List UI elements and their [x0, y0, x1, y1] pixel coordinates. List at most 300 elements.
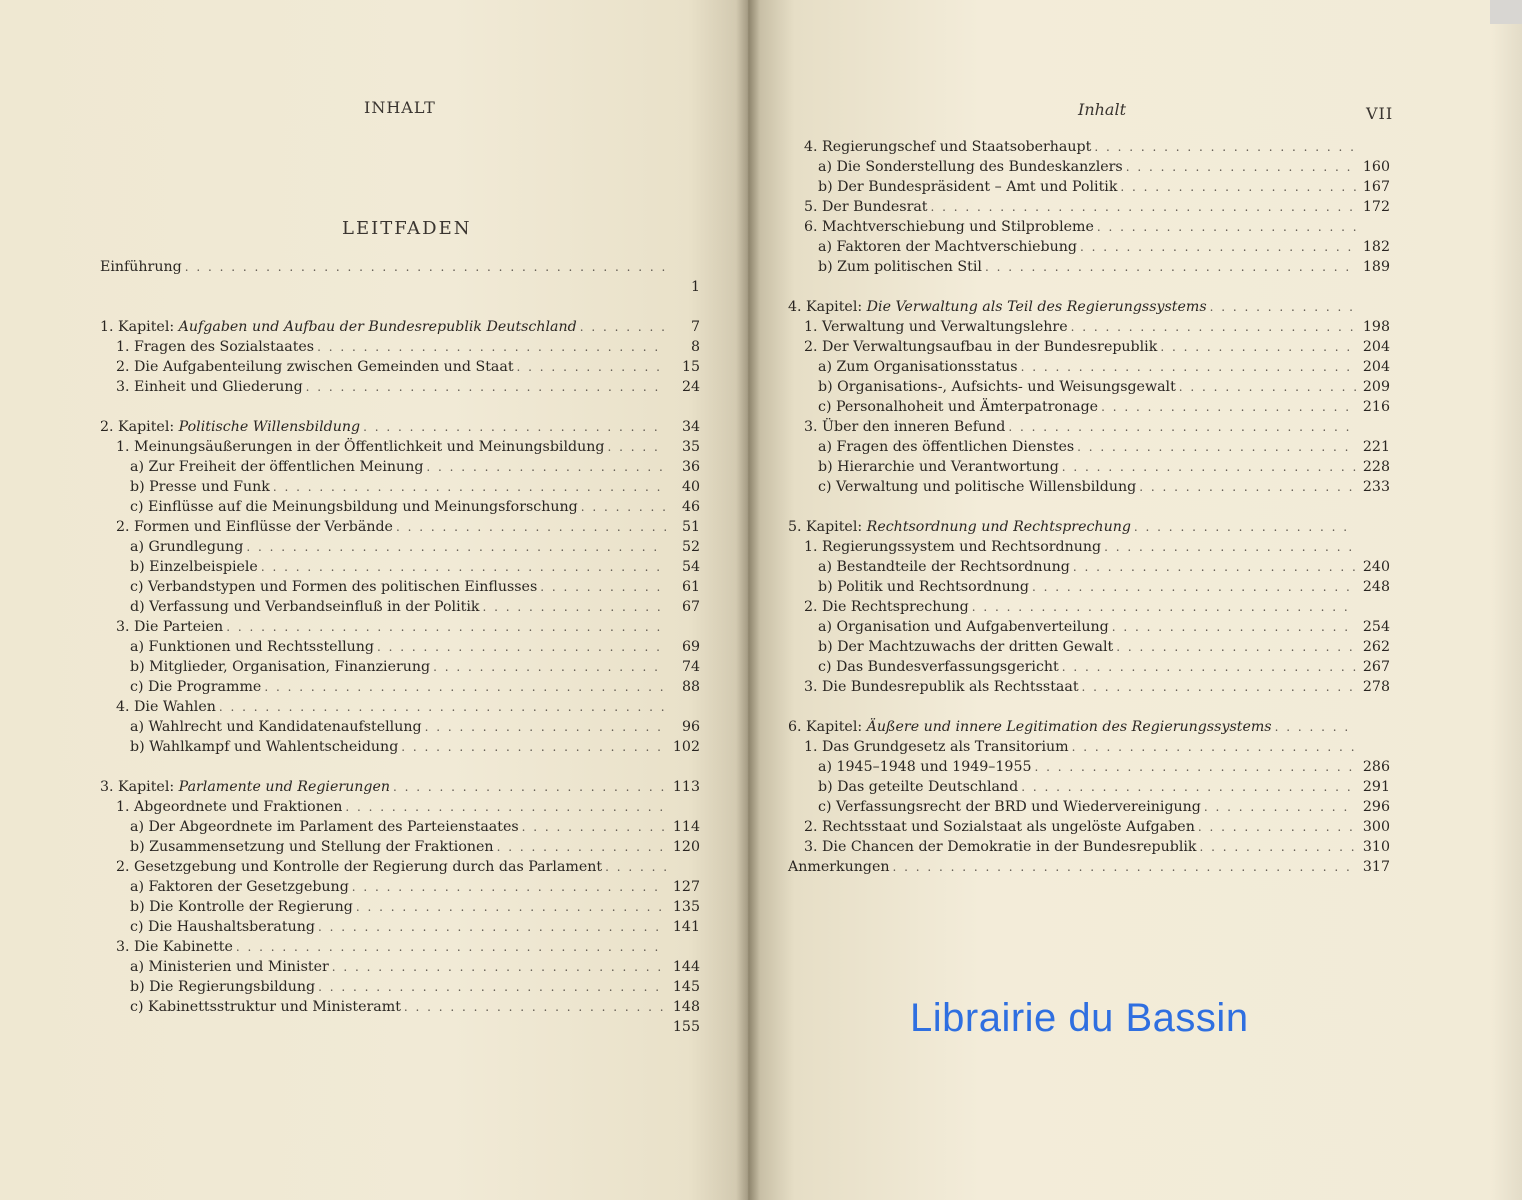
leader-dots: [1059, 457, 1356, 477]
leader-dots: [602, 857, 666, 877]
running-head-left: INHALT: [364, 98, 436, 117]
toc-entry-text: b) Organisations-, Aufsichts- und Weisungsgewalt: [818, 379, 1176, 395]
toc-entry: [100, 937, 700, 957]
toc-entry-label: [804, 537, 1101, 557]
toc-page-number: 69: [681, 639, 700, 655]
toc-entry-label: [788, 297, 1207, 317]
toc-page-number: 114: [672, 819, 700, 835]
toc-entry-text: b) Das geteilte Deutschland: [818, 779, 1019, 795]
toc-entry-text: b) Wahlkampf und Wahlentscheidung: [130, 739, 399, 755]
leader-dots: [1070, 557, 1356, 577]
toc-gap: [100, 297, 700, 317]
toc-entry-label: [116, 617, 223, 637]
toc-entry: [788, 557, 1390, 577]
toc-entry-label: [130, 577, 537, 597]
toc-entry: [100, 277, 700, 297]
leader-dots: [1201, 797, 1356, 817]
toc-entry-label: [818, 397, 1098, 417]
leader-dots: [578, 497, 666, 517]
toc-entry-label: [130, 737, 398, 757]
toc-entry-text: a) Der Abgeordnete im Parlament des Parteienstaates: [130, 819, 519, 835]
toc-entry-label: [116, 857, 602, 877]
toc-entry: [100, 977, 700, 997]
toc-entry: [100, 537, 700, 557]
toc-entry-label: [818, 477, 1136, 497]
leader-dots: [1113, 637, 1356, 657]
toc-page-number: 278: [1362, 679, 1390, 695]
toc-entry: [100, 897, 700, 917]
toc-entry-text: a) Wahlrecht und Kandidatenaufstellung: [130, 719, 422, 735]
leader-dots: [393, 517, 666, 537]
toc-page-number: 167: [1362, 179, 1390, 195]
leader-dots: [349, 877, 666, 897]
toc-entry-label: [130, 897, 353, 917]
toc-page-number: 296: [1362, 799, 1390, 815]
toc-entry-text: 1. Regierungssystem und Rechtsordnung: [804, 539, 1102, 555]
toc-entry-text: Parlamente und Regierungen: [178, 779, 391, 795]
toc-entry: [100, 517, 700, 537]
toc-entry-label: [804, 417, 1005, 437]
toc-entry-label: [100, 417, 360, 437]
leader-dots: [1094, 217, 1356, 237]
toc-entry-text: b) Zusammensetzung und Stellung der Fraktionen: [130, 839, 494, 855]
toc-entry-text: 2. Die Aufgabenteilung zwischen Gemeinden und Staat: [116, 359, 514, 375]
gutter-shadow: [736, 0, 760, 1200]
toc-entry-text: 2. Formen und Einflüsse der Verbände: [116, 519, 393, 535]
toc-entry-text: b) Zum politischen Stil: [818, 259, 982, 275]
toc-entry: [788, 817, 1390, 837]
toc-page-number: 113: [672, 779, 700, 795]
toc-entry-text: a) Faktoren der Gesetzgebung: [130, 879, 349, 895]
toc-entry: [100, 437, 700, 457]
toc-entry-label: [130, 917, 315, 937]
toc-entry-label: [130, 677, 261, 697]
toc-entry-text: b) Einzelbeispiele: [130, 559, 258, 575]
toc-entry: [100, 357, 700, 377]
toc-entry-label: [130, 657, 430, 677]
toc-entry: [100, 617, 700, 637]
toc-entry: [100, 797, 700, 817]
leader-dots: [928, 197, 1356, 217]
toc-entry-label: [130, 537, 243, 557]
toc-left: [100, 257, 700, 1037]
toc-entry-text: Aufgaben und Aufbau der Bundesrepublik Deutschland: [178, 319, 577, 335]
toc-entry-label: [100, 317, 577, 337]
leader-dots: [315, 977, 666, 997]
toc-entry-label: [100, 257, 182, 277]
toc-gap: [100, 757, 700, 777]
toc-entry-text: c) Verwaltung und politische Willensbildung: [818, 479, 1137, 495]
toc-entry-label: [818, 437, 1074, 457]
toc-entry-text: c) Das Bundesverfassungsgericht: [818, 659, 1059, 675]
toc-page-number: 52: [681, 539, 700, 555]
toc-entry: [100, 877, 700, 897]
toc-entry: [788, 537, 1390, 557]
toc-entry-label: [804, 837, 1197, 857]
toc-entry-label: [818, 777, 1018, 797]
toc-page-number: 135: [672, 899, 700, 915]
toc-entry: [788, 797, 1390, 817]
leader-dots: [261, 677, 666, 697]
toc-entry-label: [788, 857, 890, 877]
toc-entry-text: 3. Die Bundesrepublik als Rechtsstaat: [804, 679, 1079, 695]
leader-dots: [1207, 297, 1356, 317]
toc-entry-label: [804, 317, 1068, 337]
toc-page-number: 221: [1362, 439, 1390, 455]
toc-entry-label: [116, 377, 303, 397]
toc-entry: [788, 617, 1390, 637]
toc-entry-text: b) Hierarchie und Verantwortung: [818, 459, 1059, 475]
toc-entry-label: [116, 357, 514, 377]
toc-entry-label: [818, 157, 1123, 177]
toc-entry: [788, 137, 1390, 157]
toc-page-number: 24: [681, 379, 700, 395]
leader-dots: [577, 317, 666, 337]
toc-entry-label: [818, 257, 982, 277]
toc-entry: [100, 717, 700, 737]
toc-entry-text: c) Die Haushaltsberatung: [130, 919, 315, 935]
toc-entry-label: [130, 957, 329, 977]
toc-entry-text: Politische Willensbildung: [178, 419, 361, 435]
toc-entry-label: [818, 237, 1077, 257]
toc-entry-label: [818, 797, 1201, 817]
toc-page-number: 96: [681, 719, 700, 735]
toc-entry-text: Äußere und innere Legitimation des Regierungssystems: [866, 719, 1272, 735]
toc-entry-label: [804, 197, 928, 217]
chapter-prefix: 4. Kapitel:: [788, 299, 867, 315]
leader-dots: [233, 937, 666, 957]
toc-entry: [788, 197, 1390, 217]
toc-entry: [100, 677, 700, 697]
toc-entry: [788, 257, 1390, 277]
toc-entry-text: 6. Machtverschiebung und Stilprobleme: [804, 219, 1094, 235]
toc-page-number: 189: [1362, 259, 1390, 275]
watermark: Librairie du Bassin: [910, 996, 1249, 1040]
toc-chapter: [100, 777, 700, 797]
leader-dots: [1069, 737, 1356, 757]
toc-page-number: 8: [690, 339, 700, 355]
leader-dots: [1098, 397, 1356, 417]
toc-entry-text: a) 1945–1948 und 1949–1955: [818, 759, 1032, 775]
toc-entry: [100, 817, 700, 837]
toc-entry-text: 4. Die Wahlen: [116, 699, 216, 715]
toc-entry-label: [130, 637, 374, 657]
toc-entry-text: 1. Das Grundgesetz als Transitorium: [804, 739, 1069, 755]
toc-page-number: 291: [1362, 779, 1390, 795]
toc-entry-label: [116, 437, 604, 457]
toc-entry-text: c) Die Programme: [130, 679, 262, 695]
toc-entry-label: [788, 517, 1131, 537]
toc-entry-label: [788, 717, 1272, 737]
leader-dots: [423, 457, 666, 477]
leader-dots: [1059, 657, 1356, 677]
toc-entry-text: b) Die Kontrolle der Regierung: [130, 899, 353, 915]
toc-entry-text: b) Der Machtzuwachs der dritten Gewalt: [818, 639, 1114, 655]
toc-entry: [788, 737, 1390, 757]
toc-page-number: 88: [681, 679, 700, 695]
toc-entry-label: [130, 557, 258, 577]
toc-entry-text: Anmerkungen: [788, 859, 890, 875]
toc-entry-text: c) Einflüsse auf die Meinungsbildung und Meinungsforschung: [130, 499, 578, 515]
toc-entry-text: 1. Fragen des Sozialstaates: [116, 339, 315, 355]
leader-dots: [1005, 417, 1356, 437]
toc-entry-text: a) Grundlegung: [130, 539, 244, 555]
toc-page-number: 34: [681, 419, 700, 435]
toc-gap: [788, 277, 1390, 297]
toc-entry-text: 3. Die Kabinette: [116, 939, 233, 955]
toc-entry-label: [818, 637, 1113, 657]
leader-dots: [1101, 537, 1356, 557]
toc-entry-text: a) Funktionen und Rechtsstellung: [130, 639, 375, 655]
toc-entry-label: [804, 597, 969, 617]
toc-page-number: 209: [1362, 379, 1390, 395]
toc-entry: [788, 657, 1390, 677]
toc-entry-label: [804, 137, 1091, 157]
leader-dots: [1117, 177, 1356, 197]
toc-entry-text: a) Fragen des öffentlichen Dienstes: [818, 439, 1075, 455]
toc-entry-label: [130, 837, 494, 857]
toc-entry: [100, 697, 700, 717]
toc-chapter: [100, 317, 700, 337]
toc-entry-text: 3. Über den inneren Befund: [804, 419, 1006, 435]
toc-entry-text: 3. Einheit und Gliederung: [116, 379, 303, 395]
toc-entry: [100, 377, 700, 397]
leader-dots: [1079, 677, 1356, 697]
toc-entry-text: 2. Der Verwaltungsaufbau in der Bundesrepublik: [804, 339, 1158, 355]
toc-entry: [100, 917, 700, 937]
toc-entry-text: a) Ministerien und Minister: [130, 959, 329, 975]
toc-entry: [100, 657, 700, 677]
toc-entry: [100, 477, 700, 497]
toc-page-number: 67: [681, 599, 700, 615]
toc-entry-label: [116, 517, 393, 537]
toc-entry: [100, 997, 700, 1017]
leader-dots: [969, 597, 1356, 617]
toc-entry: [788, 677, 1390, 697]
toc-entry-text: c) Kabinettsstruktur und Ministeramt: [130, 999, 401, 1015]
toc-page-number: 15: [681, 359, 700, 375]
leader-dots: [1195, 817, 1356, 837]
toc-entry: [788, 637, 1390, 657]
toc-entry: [788, 397, 1390, 417]
toc-page-number: 54: [681, 559, 700, 575]
chapter-prefix: 3. Kapitel:: [100, 779, 179, 795]
toc-page-number: 1: [690, 279, 700, 295]
toc-entry-text: c) Personalhoheit und Ämterpatronage: [818, 399, 1099, 415]
toc-entry: [100, 497, 700, 517]
toc-entry: [788, 457, 1390, 477]
leader-dots: [422, 717, 666, 737]
toc-entry-text: d) Verfassung und Verbandseinfluß in der Politik: [130, 599, 480, 615]
toc-entry-text: a) Die Sonderstellung des Bundeskanzlers: [818, 159, 1123, 175]
leader-dots: [430, 657, 666, 677]
toc-entry: [788, 757, 1390, 777]
toc-entry: [788, 837, 1390, 857]
leader-dots: [1091, 137, 1356, 157]
toc-entry: [788, 857, 1390, 877]
leader-dots: [537, 577, 666, 597]
toc-entry: [100, 637, 700, 657]
toc-entry-text: 1. Abgeordnete und Fraktionen: [116, 799, 343, 815]
toc-entry: [100, 1017, 700, 1037]
toc-page-number: 204: [1362, 359, 1390, 375]
toc-entry-label: [130, 497, 578, 517]
toc-page-number: 233: [1362, 479, 1390, 495]
leader-dots: [1176, 377, 1356, 397]
toc-page-number: 148: [672, 999, 700, 1015]
leader-dots: [360, 417, 666, 437]
running-head-right: Inhalt: [1078, 100, 1127, 119]
leader-dots: [494, 837, 666, 857]
toc-entry: [100, 737, 700, 757]
toc-entry-label: [130, 477, 270, 497]
toc-entry-label: [116, 337, 314, 357]
page-number: VII: [1366, 104, 1394, 123]
leader-dots: [1077, 237, 1356, 257]
leader-dots: [374, 637, 666, 657]
toc-page-number: 262: [1362, 639, 1390, 655]
leader-dots: [223, 617, 666, 637]
toc-chapter: [788, 517, 1390, 537]
toc-entry-label: [116, 797, 342, 817]
toc-page-number: 145: [672, 979, 700, 995]
leader-dots: [1157, 337, 1356, 357]
toc-entry-label: [818, 757, 1032, 777]
leader-dots: [982, 257, 1356, 277]
toc-entry: [788, 597, 1390, 617]
toc-entry-text: c) Verfassungsrecht der BRD und Wiedervereinigung: [818, 799, 1201, 815]
leader-dots: [1018, 777, 1356, 797]
toc-page-number: 155: [672, 1019, 700, 1035]
leader-dots: [353, 897, 666, 917]
toc-page-number: 120: [672, 839, 700, 855]
toc-entry-text: 3. Die Parteien: [116, 619, 224, 635]
leader-dots: [519, 817, 666, 837]
toc-page-number: 172: [1362, 199, 1390, 215]
toc-entry: [788, 177, 1390, 197]
toc-entry-text: 2. Gesetzgebung und Kontrolle der Regierung durch das Parlament: [116, 859, 603, 875]
toc-entry-label: [130, 457, 423, 477]
toc-entry-text: a) Organisation und Aufgabenverteilung: [818, 619, 1109, 635]
toc-entry: [100, 457, 700, 477]
toc-entry: [788, 777, 1390, 797]
toc-entry: [788, 157, 1390, 177]
toc-page-number: 198: [1362, 319, 1390, 335]
toc-page-number: 267: [1362, 659, 1390, 675]
toc-entry-text: b) Die Regierungsbildung: [130, 979, 316, 995]
toc-entry-label: [818, 577, 1029, 597]
toc-entry-text: a) Faktoren der Machtverschiebung: [818, 239, 1077, 255]
leader-dots: [1131, 517, 1356, 537]
toc-entry-label: [130, 717, 422, 737]
toc-page-number: 286: [1362, 759, 1390, 775]
leader-dots: [270, 477, 666, 497]
chapter-prefix: 6. Kapitel:: [788, 719, 867, 735]
toc-entry: [100, 957, 700, 977]
leader-dots: [303, 377, 666, 397]
toc-entry: [788, 217, 1390, 237]
leader-dots: [398, 737, 666, 757]
leader-dots: [314, 337, 666, 357]
toc-entry: [788, 357, 1390, 377]
toc-entry: [100, 557, 700, 577]
leader-dots: [1123, 157, 1356, 177]
toc-entry-text: Rechtsordnung und Rechtsprechung: [866, 519, 1131, 535]
toc-entry: [100, 597, 700, 617]
leader-dots: [1032, 757, 1357, 777]
toc-page-number: 102: [672, 739, 700, 755]
toc-entry-label: [130, 977, 315, 997]
toc-page-number: 310: [1362, 839, 1390, 855]
leader-dots: [890, 857, 1356, 877]
leader-dots: [342, 797, 666, 817]
toc-entry-text: 3. Die Chancen der Demokratie in der Bundesrepublik: [804, 839, 1197, 855]
toc-entry-text: a) Zum Organisationsstatus: [818, 359, 1018, 375]
toc-entry: [100, 257, 700, 277]
toc-entry-label: [130, 877, 349, 897]
toc-page-number: 204: [1362, 339, 1390, 355]
toc-page-number: 216: [1362, 399, 1390, 415]
toc-gap: [788, 697, 1390, 717]
toc-entry: [100, 577, 700, 597]
toc-page-number: 40: [681, 479, 700, 495]
toc-page-number: 300: [1362, 819, 1390, 835]
toc-entry-label: [818, 617, 1109, 637]
toc-gap: [100, 397, 700, 417]
chapter-prefix: 2. Kapitel:: [100, 419, 179, 435]
toc-entry-label: [818, 657, 1059, 677]
toc-entry-label: [804, 677, 1079, 697]
toc-page-number: 240: [1362, 559, 1390, 575]
leader-dots: [390, 777, 666, 797]
toc-entry-text: a) Bestandteile der Rechtsordnung: [818, 559, 1070, 575]
leader-dots: [1074, 437, 1356, 457]
toc-entry-label: [818, 377, 1176, 397]
toc-entry: [100, 337, 700, 357]
toc-entry-label: [804, 737, 1069, 757]
toc-entry: [788, 317, 1390, 337]
toc-entry-text: b) Mitglieder, Organisation, Finanzierung: [130, 659, 431, 675]
chapter-prefix: 1. Kapitel:: [100, 319, 179, 335]
leader-dots: [479, 597, 666, 617]
toc-entry-text: Die Verwaltung als Teil des Regierungssystems: [866, 299, 1207, 315]
toc-entry: [788, 477, 1390, 497]
leader-dots: [1136, 477, 1356, 497]
toc-entry: [100, 837, 700, 857]
section-title: LEITFADEN: [342, 218, 472, 239]
toc-chapter: [100, 417, 700, 437]
leader-dots: [514, 357, 666, 377]
leader-dots: [1018, 357, 1356, 377]
toc-page-number: 182: [1362, 239, 1390, 255]
toc-page-number: 228: [1362, 459, 1390, 475]
toc-entry: [788, 377, 1390, 397]
toc-entry-label: [130, 997, 401, 1017]
leader-dots: [315, 917, 666, 937]
toc-entry: [788, 337, 1390, 357]
toc-entry-label: [100, 777, 390, 797]
toc-entry-label: [804, 817, 1195, 837]
leader-dots: [1068, 317, 1356, 337]
toc-entry-text: c) Verbandstypen und Formen des politischen Einflusses: [130, 579, 538, 595]
toc-page-number: 51: [681, 519, 700, 535]
toc-page-number: 317: [1362, 859, 1390, 875]
toc-entry-label: [116, 697, 216, 717]
leader-dots: [216, 697, 666, 717]
toc-entry-text: 1. Verwaltung und Verwaltungslehre: [804, 319, 1068, 335]
toc-entry-text: b) Der Bundespräsident – Amt und Politik: [818, 179, 1118, 195]
toc-entry: [788, 577, 1390, 597]
